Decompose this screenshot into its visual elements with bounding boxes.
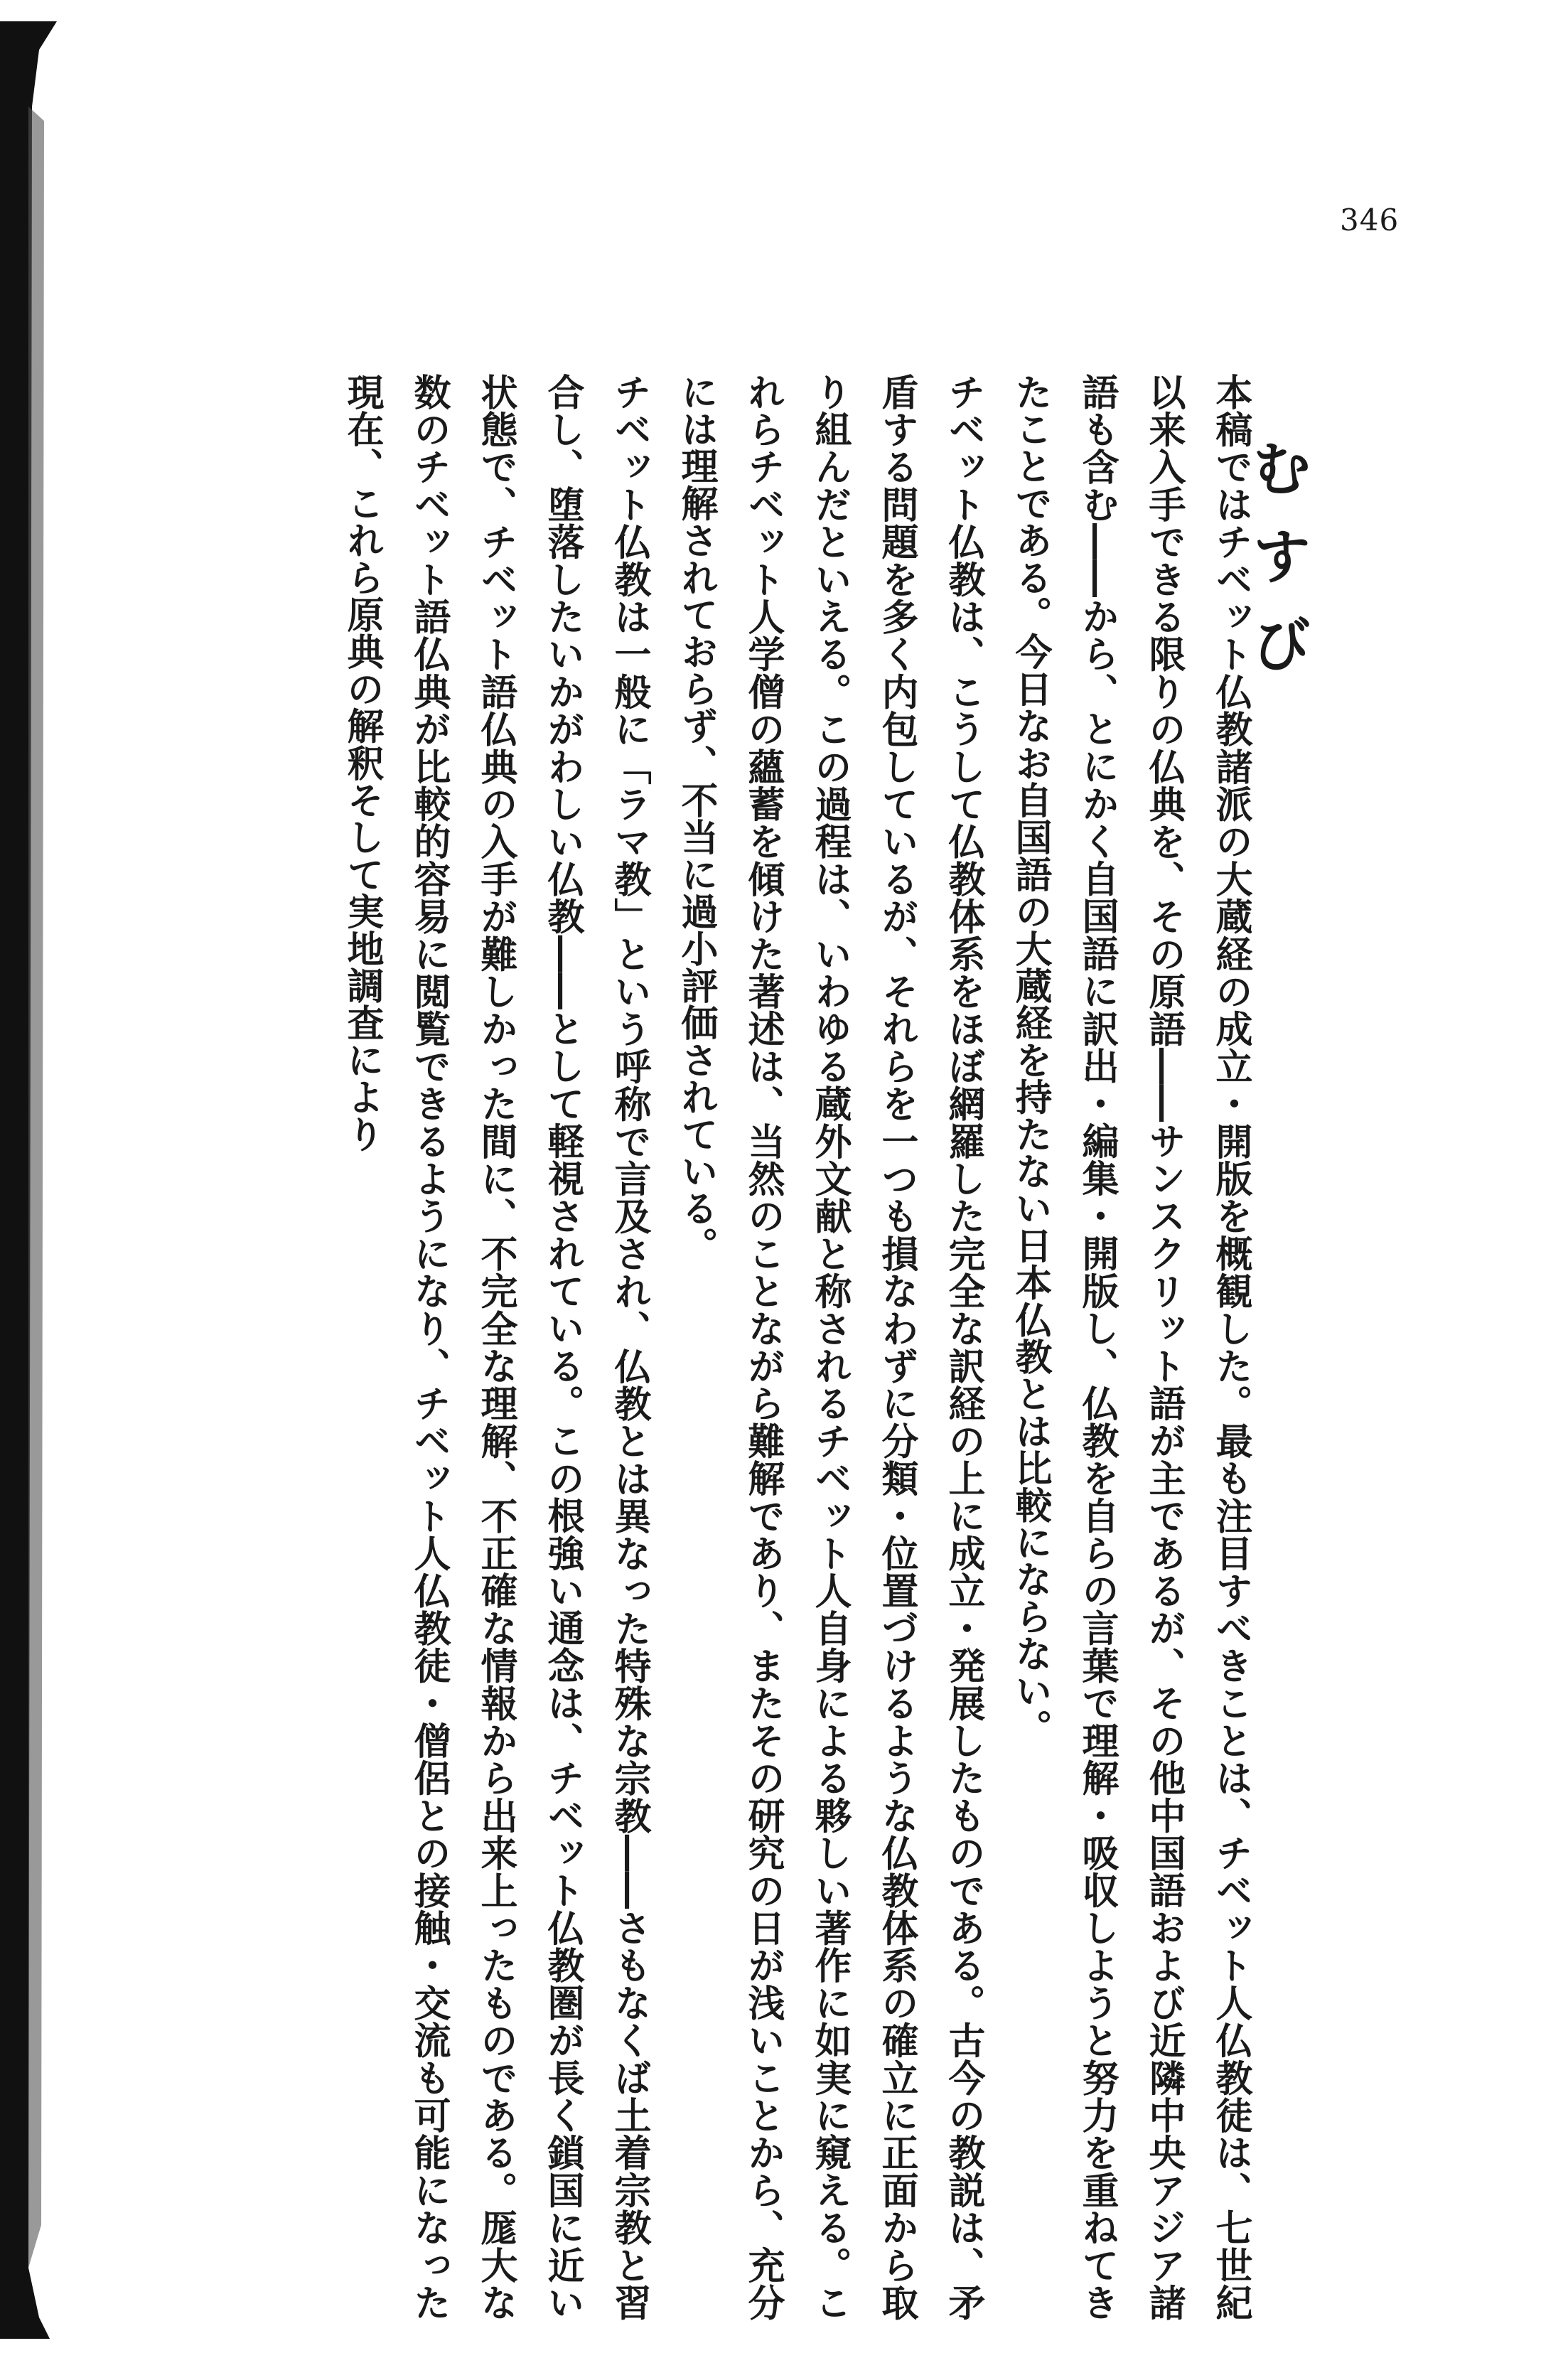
- paragraph: チベット仏教は一般に「ラマ教」という呼称で言及され、仏教とは異なった特殊な宗教――さもなくば土着宗教と習合し、堕落したいかがわしい仏教――として軽視されている。この根強い通念は、チベット仏教圏が長く鎖国に近い状態で、チベット語仏典の入手が難しかった間に、不完全な理解、不正確な情報から出来上ったものである。厖大な数のチベット語仏典が比較的容易に閲覧できるようになり、チベット人仏教徒・僧侶との接触・交流も可能になった現在、これら原典の解釈そして実地調査により: [340, 373, 651, 2321]
- page-number: 346: [1340, 203, 1400, 237]
- binding-edge: [0, 21, 78, 2339]
- paragraph: 本稿ではチベット仏教諸派の大蔵経の成立・開版を概観した。最も注目すべきことは、チベット人仏教徒は、七世紀以来入手できる限りの仏典を、その原語――サンスクリット語が主であるが、その他中国語および近隣中央アジア諸語も含む――から、とにかく自国語に訳出・編集・開版し、仏教を自らの言葉で理解・吸収しようと努力を重ねてきたことである。今日なお自国語の大蔵経を持たない日本仏教とは比較にならない。: [1009, 373, 1252, 2321]
- section-heading: むすび: [1242, 437, 1313, 702]
- body-text: [328, 373, 1264, 2321]
- paragraph: チベット仏教は、こうして仏教体系をほぼ網羅した完全な訳経の上に成立・発展したものである。古今の教説は、矛盾する問題を多く内包しているが、それらを一つも損なわずに分類・位置づけるような仏教体系の確立に正面から取り組んだといえる。この過程は、いわゆる蔵外文献と称されるチベット人自身による夥しい著作に如実に窺える。これらチベット人学僧の蘊蓄を傾けた著述は、当然のことながら難解であり、またその研究の日が浅いことから、充分には理解されておらず、不当に過小評価されている。: [675, 373, 985, 2321]
